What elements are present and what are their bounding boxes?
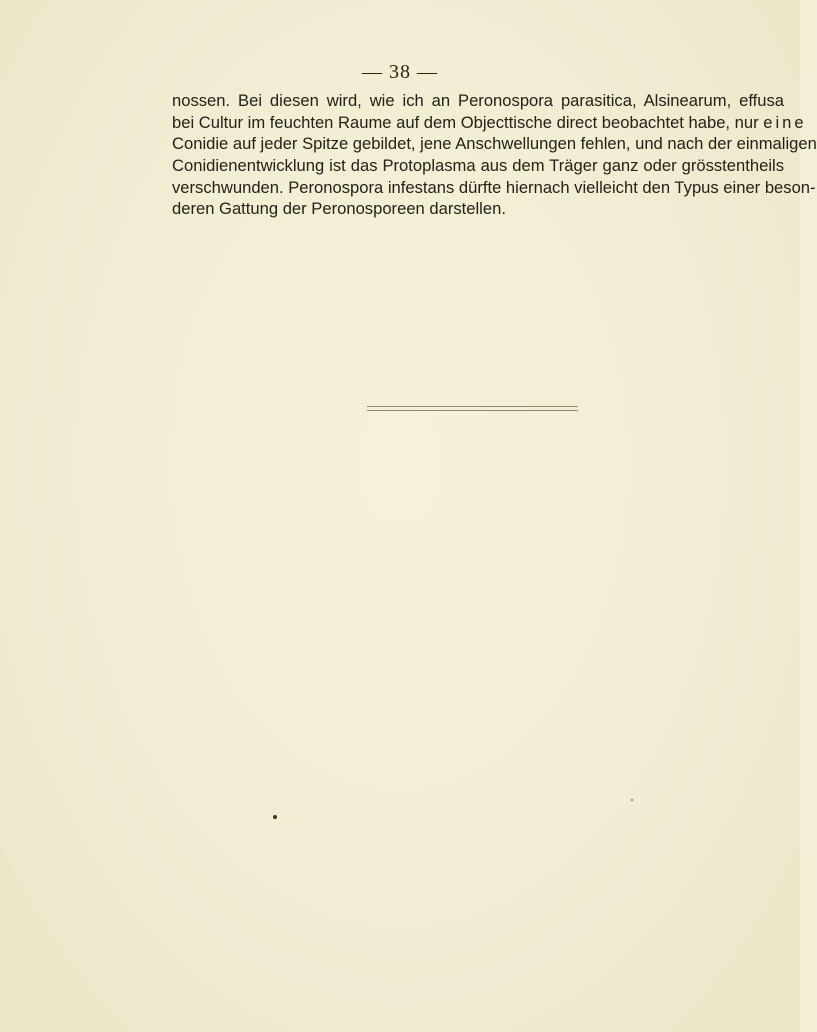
text-line-5: verschwunden. Peronospora infestans dürfte hiernach vielleicht den Typus einer beson-: [172, 177, 816, 197]
text-line-1: nossen. Bei diesen wird, wie ich an Peronospora parasitica, Alsinearum, effusa: [172, 91, 784, 110]
text-line-2: [172, 112, 807, 134]
text-line-2-main: bei Cultur im feuchten Raume auf dem Objecttische direct beobachtet habe, nur: [172, 112, 759, 132]
page-number: — 38 —: [362, 61, 438, 83]
emphasized-word: eine: [763, 112, 807, 132]
text-line-4: Conidienentwicklung ist das Protoplasma aus dem Träger ganz oder grösstentheils: [172, 156, 784, 176]
paragraph: [172, 90, 817, 220]
text-line-6: deren Gattung der Peronosporeen darstellen.: [172, 199, 506, 219]
section-divider-rule: [367, 406, 578, 411]
text-line-3: Conidie auf jeder Spitze gebildet, jene Anschwellungen fehlen, und nach der einmaligen: [172, 134, 817, 154]
ink-speck: [273, 815, 277, 819]
ink-speck-small: [631, 799, 633, 801]
